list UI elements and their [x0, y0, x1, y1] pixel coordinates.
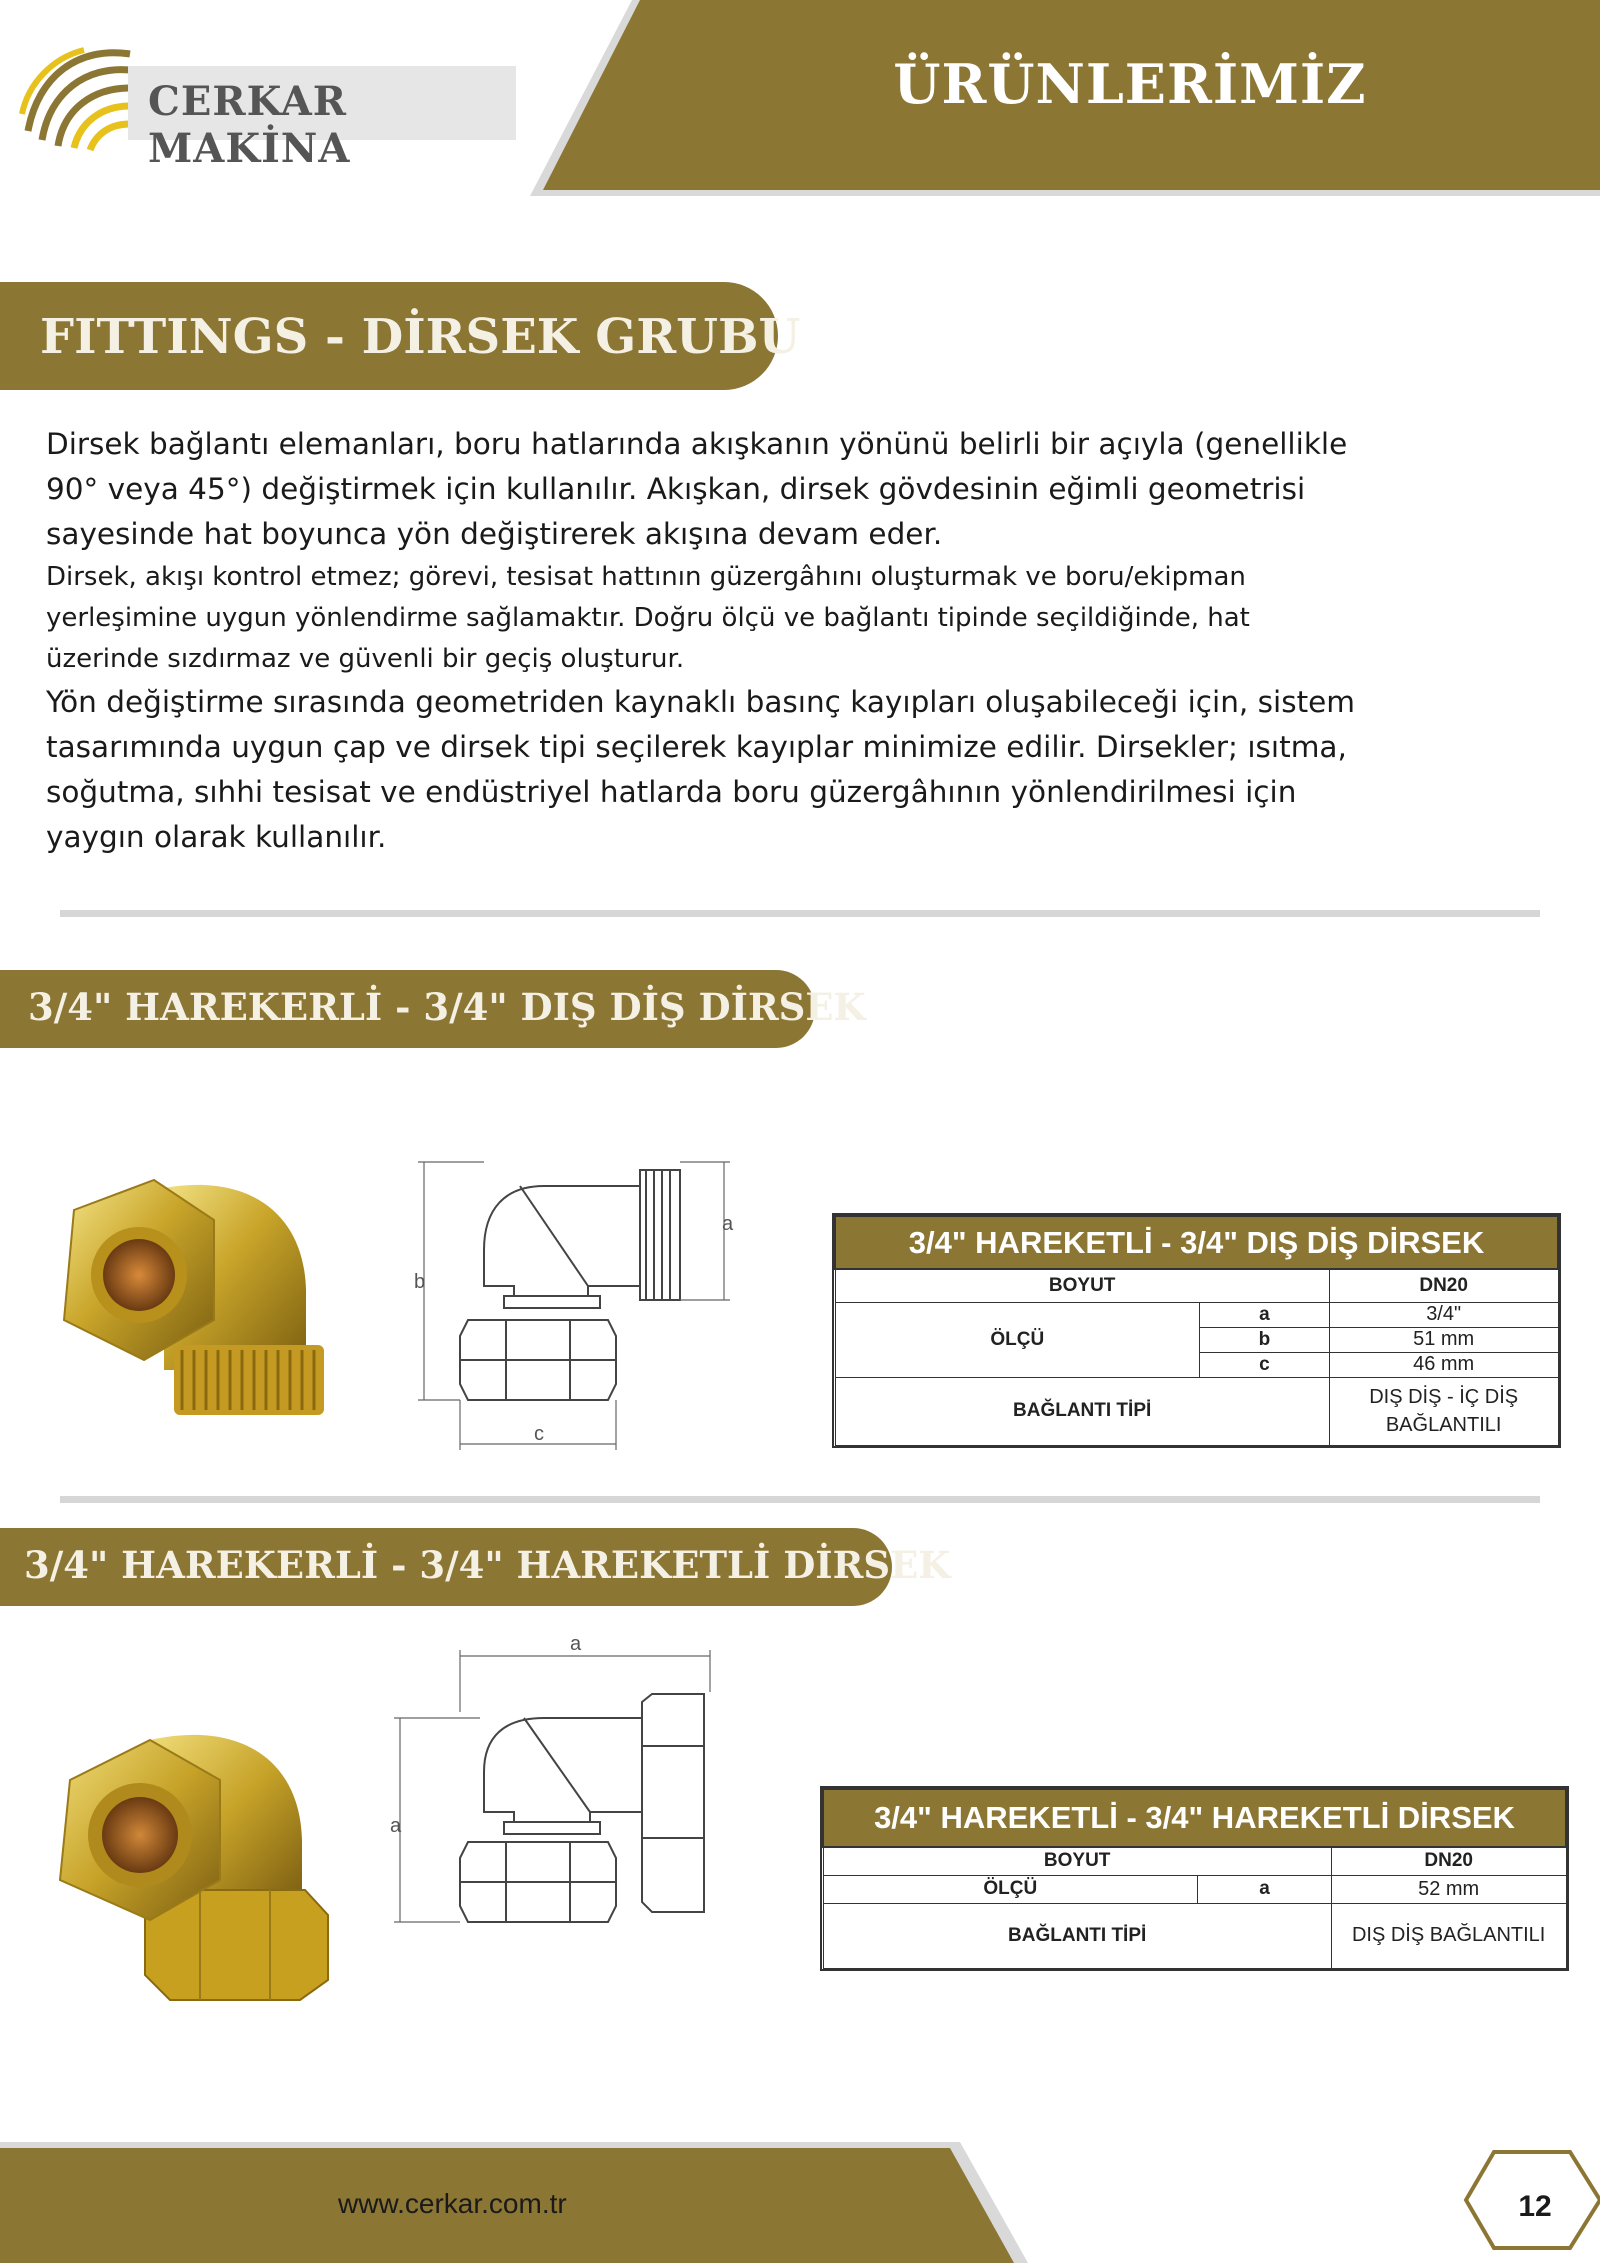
intro-text [46, 422, 1516, 860]
size-value: DN20 [1331, 1847, 1566, 1875]
footer-website-link[interactable]: www.cerkar.com.tr [338, 2188, 567, 2219]
connection-label: BAĞLANTI TİPİ [823, 1903, 1331, 1969]
product-heading-text: 3/4" HAREKERLİ - 3/4" HAREKETLİ DİRSEK [24, 1543, 951, 1587]
dimension-label-b: b [414, 1271, 426, 1293]
intro-paragraph-3: Yön değiştirme sırasında geometriden kaynaklı basınç kayıpları oluşabileceği için, sistem tasarımında uygun çap ve dirsek tipi seçilerek kayıplar minimize edilir. Dirsekler; ısıtma, soğutma, sıhhi tesisat ve endüstriyel hatlarda boru güzergâhının yönlendirilmesi için yaygın olarak kullanılır. [46, 685, 1356, 854]
size-label: BOYUT [835, 1269, 1329, 1302]
dimension-label-a: a [722, 1213, 734, 1235]
section-heading [0, 282, 801, 390]
page-header [0, 0, 1600, 200]
company-name: CERKAR MAKİNA [148, 78, 351, 172]
measure-value: 51 mm [1329, 1327, 1558, 1352]
measure-value: 3/4" [1329, 1302, 1558, 1327]
product-heading-text: 3/4" HAREKERLİ - 3/4" DIŞ DİŞ DİRSEK [28, 985, 866, 1029]
measure-key: b [1200, 1327, 1330, 1352]
measure-value: 52 mm [1331, 1875, 1566, 1903]
spec-table [820, 1786, 1569, 1971]
technical-drawing-union-elbow [384, 1632, 724, 1992]
technical-drawing-male-thread-elbow [404, 1150, 734, 1470]
measure-value: 46 mm [1329, 1352, 1558, 1377]
divider [60, 1496, 1540, 1503]
connection-value [1329, 1377, 1558, 1446]
size-label: BOYUT [823, 1847, 1331, 1875]
connection-label: BAĞLANTI TİPİ [835, 1377, 1329, 1446]
dimension-label-a-top: a [570, 1633, 582, 1655]
measure-key: a [1200, 1302, 1330, 1327]
spec-table-title: 3/4" HAREKETLİ - 3/4" HAREKETLİ DİRSEK [823, 1789, 1566, 1847]
measure-label: ÖLÇÜ [835, 1302, 1200, 1377]
product-photo-male-thread-elbow [44, 1170, 344, 1430]
connection-value-line-1: DIŞ DİŞ - İÇ DİŞ [1369, 1386, 1519, 1409]
spec-table [832, 1213, 1561, 1448]
measure-label: ÖLÇÜ [823, 1875, 1198, 1903]
connection-value: DIŞ DİŞ BAĞLANTILI [1331, 1903, 1566, 1969]
size-value: DN20 [1329, 1269, 1558, 1302]
measure-key: c [1200, 1352, 1330, 1377]
logo-emblem-icon [18, 36, 138, 156]
product-photo-union-elbow [50, 1720, 350, 2010]
section-title: FITTINGS - DİRSEK GRUBU [40, 309, 801, 365]
intro-paragraph-1: Dirsek bağlantı elemanları, boru hatlarında akışkanın yönünü belirli bir açıyla (genellikle 90° veya 45°) değiştirmek için kullanılır. Akışkan, dirsek gövdesinin eğimli geometrisi sayesinde hat boyunca yön değiştirerek akışına devam eder. [46, 427, 1348, 551]
product-heading [0, 970, 866, 1048]
intro-paragraph-2: Dirsek, akışı kontrol etmez; görevi, tesisat hattının güzergâhını oluşturmak ve boru/ekipman yerleşimine uygun yönlendirme sağlamaktır. Doğru ölçü ve bağlantı tipinde seçildiğinde, hat üzerinde sızdırmaz ve güvenli bir geçiş oluşturur. [46, 562, 1250, 674]
spec-table-title: 3/4" HAREKETLİ - 3/4" DIŞ DİŞ DİRSEK [835, 1216, 1558, 1269]
connection-value-line-2: BAĞLANTILI [1385, 1414, 1502, 1437]
dimension-label-c: c [534, 1423, 544, 1445]
product-heading [0, 1528, 951, 1606]
divider [60, 910, 1540, 917]
company-logo [18, 44, 518, 172]
measure-key: a [1198, 1875, 1332, 1903]
page-footer [0, 2138, 1600, 2263]
page-number: 12 [1518, 2190, 1552, 2223]
page-title: ÜRÜNLERİMİZ [893, 52, 1367, 116]
dimension-label-a-side: a [390, 1815, 402, 1837]
